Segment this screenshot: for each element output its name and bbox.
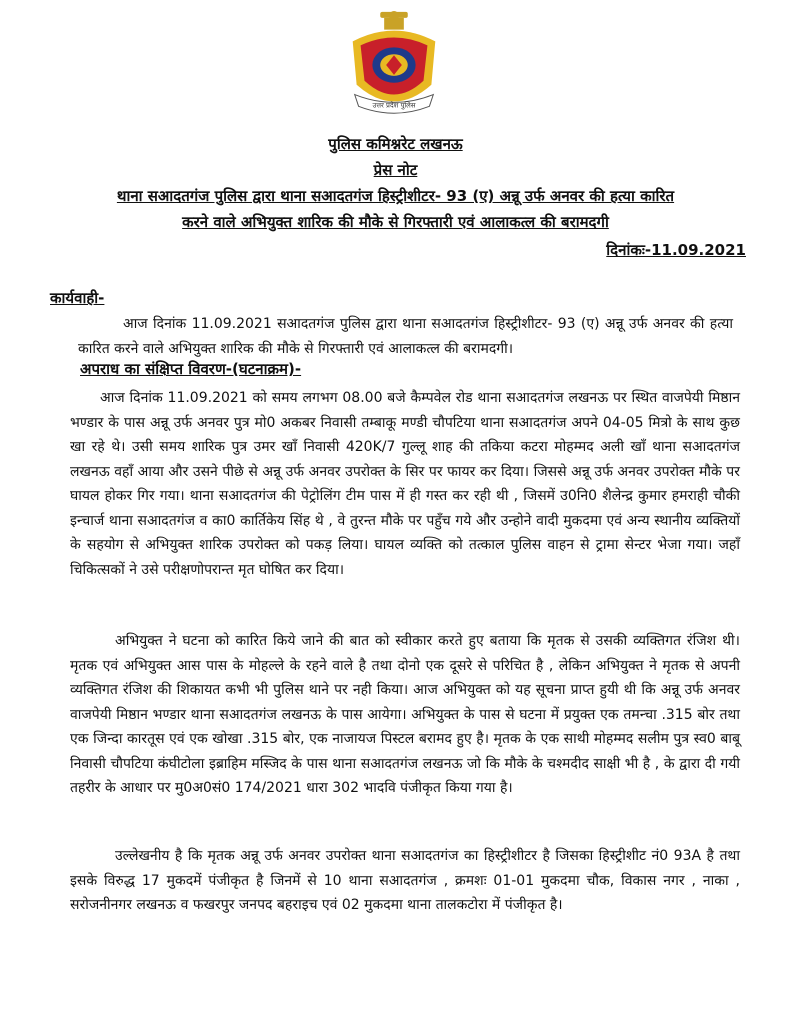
action-text: आज दिनांक 11.09.2021 सआदतगंज पुलिस द्वारा थाना सआदतगंज हिस्ट्रीशीटर- 93 (ए) अन्नू उर्फ अनवर की हत्या कारित करने वाले अभियुक्त शारिक की मौके से गिरफ्तारी एवं आलाकत्ल की बरामदगी।: [78, 316, 733, 357]
brief-label: अपराध का संक्षिप्त विवरण-(घटनाक्रम)-: [80, 360, 302, 378]
office-title: पुलिस कमिश्नरेट लखनऊ: [328, 135, 463, 153]
up-police-emblem-icon: [335, 8, 453, 126]
press-note-date: दिनांकः-11.09.2021: [606, 241, 746, 259]
brief-paragraph-2: अभियुक्त ने घटना को कारित किये जाने की बात को स्वीकार करते हुए बताया कि मृतक से उसकी व्यक्तिगत रंजिश थी। मृतक एवं अभियुक्त आस पास के मोहल्ले के रहने वाले है तथा दोनो एक दूसरे से परिचित है , लेकिन अभियुक्त ने मृतक से अपनी व्यक्तिगत रंजिश की शिकायत कभी भी पुलिस थाने पर नही किया। आज अभियुक्त को यह सूचना प्राप्त हुयी थी कि अन्नू उर्फ अनवर वाजपेयी मिष्ठान भण्डार थाना सआदतगंज लखनऊ के पास आयेगा। अभियुक्त के पास से घटना में प्रयुक्त एक तमन्चा .315 बोर तथा एक जिन्दा कारतूस एवं एक खोखा .315 बोर, एक नाजायज पिस्टल बरामद हुए है। मृतक के एक साथी मोहम्मद सलीम पुत्र स्व0 बाबू निवासी चौपटिया कंघीटोला इब्राहिम मस्जिद के पास थाना सआदतगंज लखनऊ जो कि मौके के चश्मदीद साक्षी भी है , के द्वारा दी गयी तहरीर के आधार पर मु0अ0सं0 174/2021 धारा 302 भादवि पंजीकृत किया गया है।: [70, 633, 740, 796]
doc-type: प्रेस नोट: [373, 161, 418, 179]
svg-text:उत्तर प्रदेश पुलिस: उत्तर प्रदेश पुलिस: [372, 101, 416, 110]
brief-paragraph-1: आज दिनांक 11.09.2021 को समय लगभग 08.00 बजे कैम्पवेल रोड थाना सआदतगंज लखनऊ पर स्थित वाजपेयी मिष्ठान भण्डार के पास अन्नू उर्फ अनवर पुत्र मो0 अकबर निवासी तम्बाकू मण्डी चौपटिया थाना सआदतगंज अपने 04-05 मित्रो के साथ कुछ खा रहे थे। उसी समय शारिक पुत्र उमर खाँ निवासी 420K/7 गुल्लू शाह की तकिया कटरा मोहम्मद अली खाँ थाना सआदतगंज लखनऊ वहाँ आया और उसने पीछे से अन्नू उर्फ अनवर उपरोक्त के सिर पर फायर कर दिया। जिससे अन्नू उर्फ अनवर उपरोक्त मौके पर घायल होकर गिर गया। थाना सआदतगंज की पेट्रोलिंग टीम पास में ही गस्त कर रही थी , जिसमें उ0नि0 शैलेन्द्र कुमार हमराही चौकी इन्चार्ज थाना सआदतगंज व का0 कार्तिकेय सिंह थे , वे तुरन्त मौके पर पहुँच गये और उन्होने वादी मुकदमा एवं अन्य स्थानीय व्यक्तियों के सहयोग से अभियुक्त शारिक उपरोक्त को पकड़ लिया। घायल व्यक्ति को तत्काल पुलिस वाहन से ट्रामा सेन्टर भेजा गया। जहाँ चिकित्सकों ने उसे परीक्षणोपरान्त मृत घोषित कर दिया।: [70, 390, 740, 578]
action-label: कार्यवाही-: [50, 289, 105, 307]
brief-paragraph-3: उल्लेखनीय है कि मृतक अन्नू उर्फ अनवर उपरोक्त थाना सआदतगंज का हिस्ट्रीशीटर है जिसका हिस्ट्रीशीट नं0 93A है तथा इसके विरुद्ध 17 मुकदमें पंजीकृत है जिनमें से 10 थाना सआदतगंज , क्रमशः 01-01 मुकदमा चौक, विकास नगर , नाका , सरोजनीनगर लखनऊ व फखरपुर जनपद बहराइच एवं 02 मुकदमा थाना तालकटोरा में पंजीकृत है।: [70, 848, 740, 913]
headline-line1: थाना सआदतगंज पुलिस द्वारा थाना सआदतगंज हिस्ट्रीशीटर- 93 (ए) अन्नू उर्फ अनवर की हत्या कारित: [116, 187, 675, 205]
headline-line2: करने वाले अभियुक्त शारिक की मौके से गिरफ्तारी एवं आलाकत्ल की बरामदगी: [182, 213, 609, 231]
